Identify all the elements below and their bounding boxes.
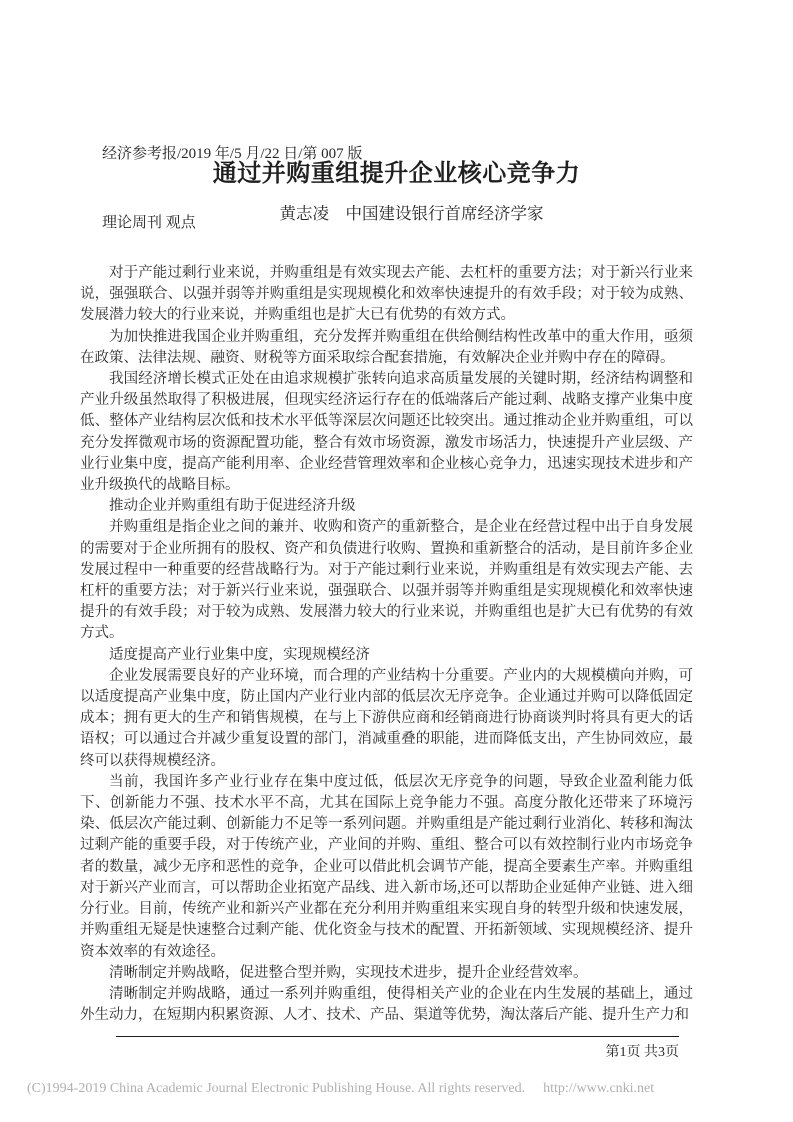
- header-section-line: 理论周刊 观点: [102, 215, 196, 231]
- article-paragraph: 为加快推进我国企业并购重组，充分发挥并购重组在供给侧结构性改革中的重大作用，亟须在政策、法律法规、融资、财税等方面采取综合配套措施，有效解决企业并购中存在的障碍。: [80, 328, 693, 366]
- article-paragraph: 我国经济增长模式正处在由追求规模扩张转向追求高质量发展的关键时期，经济结构调整和产业升级虽然取得了积极进展，但现实经济运行存在的低端落后产能过剩、战略支撑产业集中度低、整体产业结构层次低和技术水平低等深层次问题还比较突出。通过推动企业并购重组，可以充分发挥微观市场的资源配置功能，整合有效市场资源，激发市场活力，快速提升产业层级、产业行业集中度，提高产能利用率、企业经营管理效率和企业核心竞争力，迅速实现技术进步和产业升级换代的战略目标。: [80, 371, 693, 494]
- header-source-line: 经济参考报/2019 年/5 月/22 日/第 007 版: [102, 146, 363, 162]
- page-indicator: 第1页 共3页: [605, 1045, 679, 1060]
- article-paragraph: 企业发展需要良好的产业环境，而合理的产业结构十分重要。产业内的大规模横向并购，可以适度提高产业集中度，防止国内产业行业内部的低层次无序竞争。企业通过并购可以降低固定成本；拥有更大的生产和销售规模，在与上下游供应商和经销商进行协商谈判时将具有更大的话语权；可以通过合并减少重复设置的部门，消减重叠的职能，进而降低支出，产生协同效应，最终可以获得规模经济。: [80, 667, 693, 769]
- article-paragraph: 推动企业并购重组有助于促进经济升级: [109, 498, 356, 515]
- footer-rule: [116, 1036, 679, 1037]
- article-paragraph: 对于产能过剩行业来说，并购重组是有效实现去产能、去杠杆的重要方法；对于新兴行业来说，强强联合、以强并弱等并购重组是实现规模化和效率快速提升的有效手段；对于较为成熟、发展潜力较大的行业来说，并购重组也是扩大已有优势的有效方式。: [80, 265, 693, 324]
- article-author: 黄志凌 中国建设银行首席经济学家: [279, 204, 544, 223]
- document-header: [102, 97, 362, 281]
- article-body: [80, 263, 693, 1026]
- article-paragraph: 清晰制定并购战略，促进整合型并购，实现技术进步，提升企业经营效率。: [109, 964, 588, 981]
- article-title: 通过并购重组提升企业核心竞争力: [212, 161, 581, 187]
- cnki-url: http://www.cnki.net: [543, 1081, 655, 1096]
- article-paragraph: 并购重组是指企业之间的兼并、收购和资产的重新整合，是企业在经营过程中出于自身发展的需要对于企业所拥有的股权、资产和负债进行收购、置换和重新整合的活动，是目前许多企业发展过程中一种重要的经营战略行为。对于产能过剩行业来说，并购重组是有效实现去产能、去杠杆的重要方法；对于新兴行业来说，强强联合、以强并弱等并购重组是实现规模化和效率快速提升的有效手段；对于较为成熟、发展潜力较大的行业来说，并购重组也是扩大已有优势的有效方式。: [80, 519, 693, 642]
- article-paragraph: 清晰制定并购战略，通过一系列并购重组，使得相关产业的企业在内生发展的基础上，通过外生动力，在短期内积累资源、人才、技术、产品、渠道等优势，淘汰落后产能、提升生产力和: [80, 985, 693, 1024]
- article-paragraph: 适度提高产业行业集中度，实现规模经济: [109, 646, 370, 663]
- copyright-text: (C)1994-2019 China Academic Journal Electronic Publishing House. All rights reserved.: [27, 1081, 526, 1096]
- copyright-notice: [27, 1081, 654, 1097]
- article-paragraph: 当前，我国许多产业行业存在集中度过低，低层次无序竞争的问题，导致企业盈利能力低下、创新能力不强、技术水平不高，尤其在国际上竞争能力不强。高度分散化还带来了环境污染、低层次产能过剩、创新能力不足等一系列问题。并购重组是产能过剩行业消化、转移和淘汰过剩产能的重要手段，对于传统产业，产业间的并购、重组、整合可以有效控制行业内市场竞争者的数量，减少无序和恶性的竞争，企业可以借此机会调节产能，提高全要素生产率。并购重组对于新兴产业而言，可以帮助企业拓宽产品线、进入新市场,还可以帮助企业延伸产业链、进入细分行业。目前，传统产业和新兴产业都在充分利用并购重组来实现自身的转型升级和快速发展，并购重组无疑是快速整合过剩产能、优化资金与技术的配置、开拓新领域、实现规模经济、提升资本效率的有效途径。: [80, 773, 693, 960]
